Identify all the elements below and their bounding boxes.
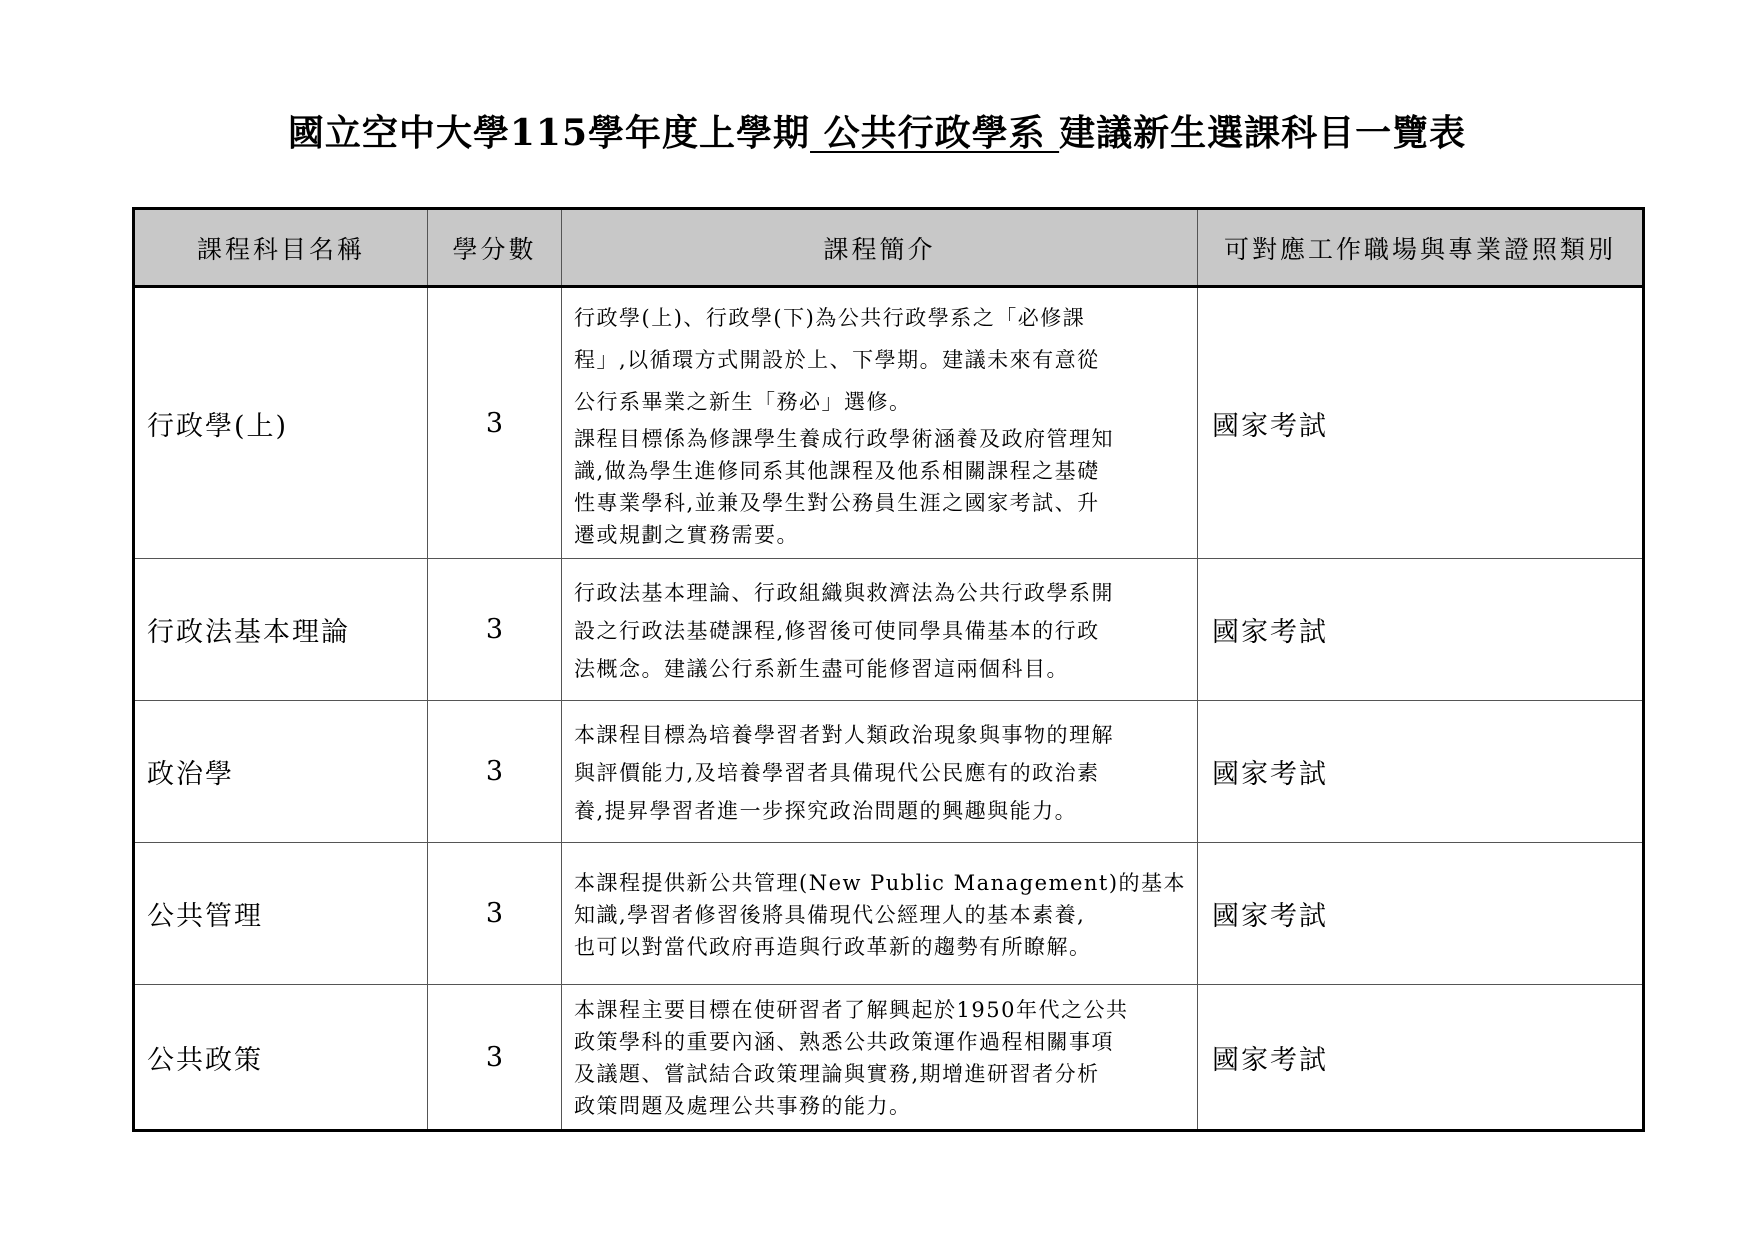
description-line: 行政學(上)、行政學(下)為公共行政學系之「必修課 bbox=[574, 306, 1086, 330]
description-line: 知識,學習者修習後將具備現代公經理人的基本素養, bbox=[574, 902, 1086, 927]
course-name-cell: 行政法基本理論 bbox=[134, 559, 428, 701]
certification-cell: 國家考試 bbox=[1198, 287, 1644, 559]
description-cell bbox=[562, 701, 1198, 843]
credits-cell: 3 bbox=[428, 985, 562, 1131]
credits-cell: 3 bbox=[428, 287, 562, 559]
course-name-cell: 公共政策 bbox=[134, 985, 428, 1131]
certification-cell: 國家考試 bbox=[1198, 985, 1644, 1131]
description-line: 政策學科的重要內涵、熟悉公共政策運作過程相關事項 bbox=[574, 1030, 1114, 1054]
description-line: 公行系畢業之新生「務必」選修。 bbox=[574, 390, 912, 414]
certification-cell: 國家考試 bbox=[1198, 701, 1644, 843]
header-credits: 學分數 bbox=[428, 209, 562, 287]
title-suffix: 建議新生選課科目一覽表 bbox=[1059, 112, 1467, 154]
credits-cell: 3 bbox=[428, 701, 562, 843]
description-line: 本課程主要目標在使研習者了解興起於1950年代之公共 bbox=[574, 998, 1129, 1022]
title-prefix: 國立空中大學115學年度上學期 bbox=[287, 112, 811, 154]
description-line: 課程目標係為修課學生養成行政學術涵養及政府管理知 bbox=[574, 427, 1114, 451]
description-line: 程」,以循環方式開設於上、下學期。建議未來有意從 bbox=[574, 348, 1100, 372]
table-row bbox=[134, 985, 1644, 1131]
description-line: 遷或規劃之實務需要。 bbox=[574, 523, 799, 547]
credits-cell: 3 bbox=[428, 843, 562, 985]
table-row bbox=[134, 843, 1644, 985]
header-course-name: 課程科目名稱 bbox=[134, 209, 428, 287]
description-line: 本課程目標為培養學習者對人類政治現象與事物的理解 bbox=[574, 722, 1114, 747]
course-name-cell: 公共管理 bbox=[134, 843, 428, 985]
description-line: 行政法基本理論、行政組織與救濟法為公共行政學系開 bbox=[574, 580, 1114, 605]
title-department: 公共行政學系 bbox=[810, 112, 1060, 154]
description-line: 養,提昇學習者進一步探究政治問題的興趣與能力。 bbox=[574, 798, 1078, 823]
description-line: 本課程提供新公共管理(New Public Management)的基本 bbox=[574, 870, 1187, 895]
course-name-cell: 行政學(上) bbox=[134, 287, 428, 559]
credits-cell: 3 bbox=[428, 559, 562, 701]
course-name-cell: 政治學 bbox=[134, 701, 428, 843]
description-cell bbox=[562, 287, 1198, 559]
certification-cell: 國家考試 bbox=[1198, 843, 1644, 985]
description-cell bbox=[562, 843, 1198, 985]
description-line: 與評價能力,及培養學習者具備現代公民應有的政治素 bbox=[574, 760, 1100, 785]
description-line: 及議題、嘗試結合政策理論與實務,期增進研習者分析 bbox=[574, 1062, 1100, 1086]
table-row bbox=[134, 287, 1644, 559]
description-line: 設之行政法基礎課程,修習後可使同學具備基本的行政 bbox=[574, 618, 1100, 643]
page-title bbox=[0, 112, 1754, 155]
course-table bbox=[132, 207, 1645, 1132]
description-line: 也可以對當代政府再造與行政革新的趨勢有所瞭解。 bbox=[574, 934, 1092, 959]
table-row bbox=[134, 701, 1644, 843]
description-cell bbox=[562, 559, 1198, 701]
description-line: 法概念。建議公行系新生盡可能修習這兩個科目。 bbox=[574, 656, 1069, 681]
description-cell bbox=[562, 985, 1198, 1131]
description-line: 政策問題及處理公共事務的能力。 bbox=[574, 1094, 912, 1118]
table-row bbox=[134, 559, 1644, 701]
table-header-row bbox=[134, 209, 1644, 287]
description-line: 性專業學科,並兼及學生對公務員生涯之國家考試、升 bbox=[574, 491, 1100, 515]
certification-cell: 國家考試 bbox=[1198, 559, 1644, 701]
header-certification: 可對應工作職場與專業證照類別 bbox=[1198, 209, 1644, 287]
header-description: 課程簡介 bbox=[562, 209, 1198, 287]
description-line: 識,做為學生進修同系其他課程及他系相關課程之基礎 bbox=[574, 459, 1100, 483]
